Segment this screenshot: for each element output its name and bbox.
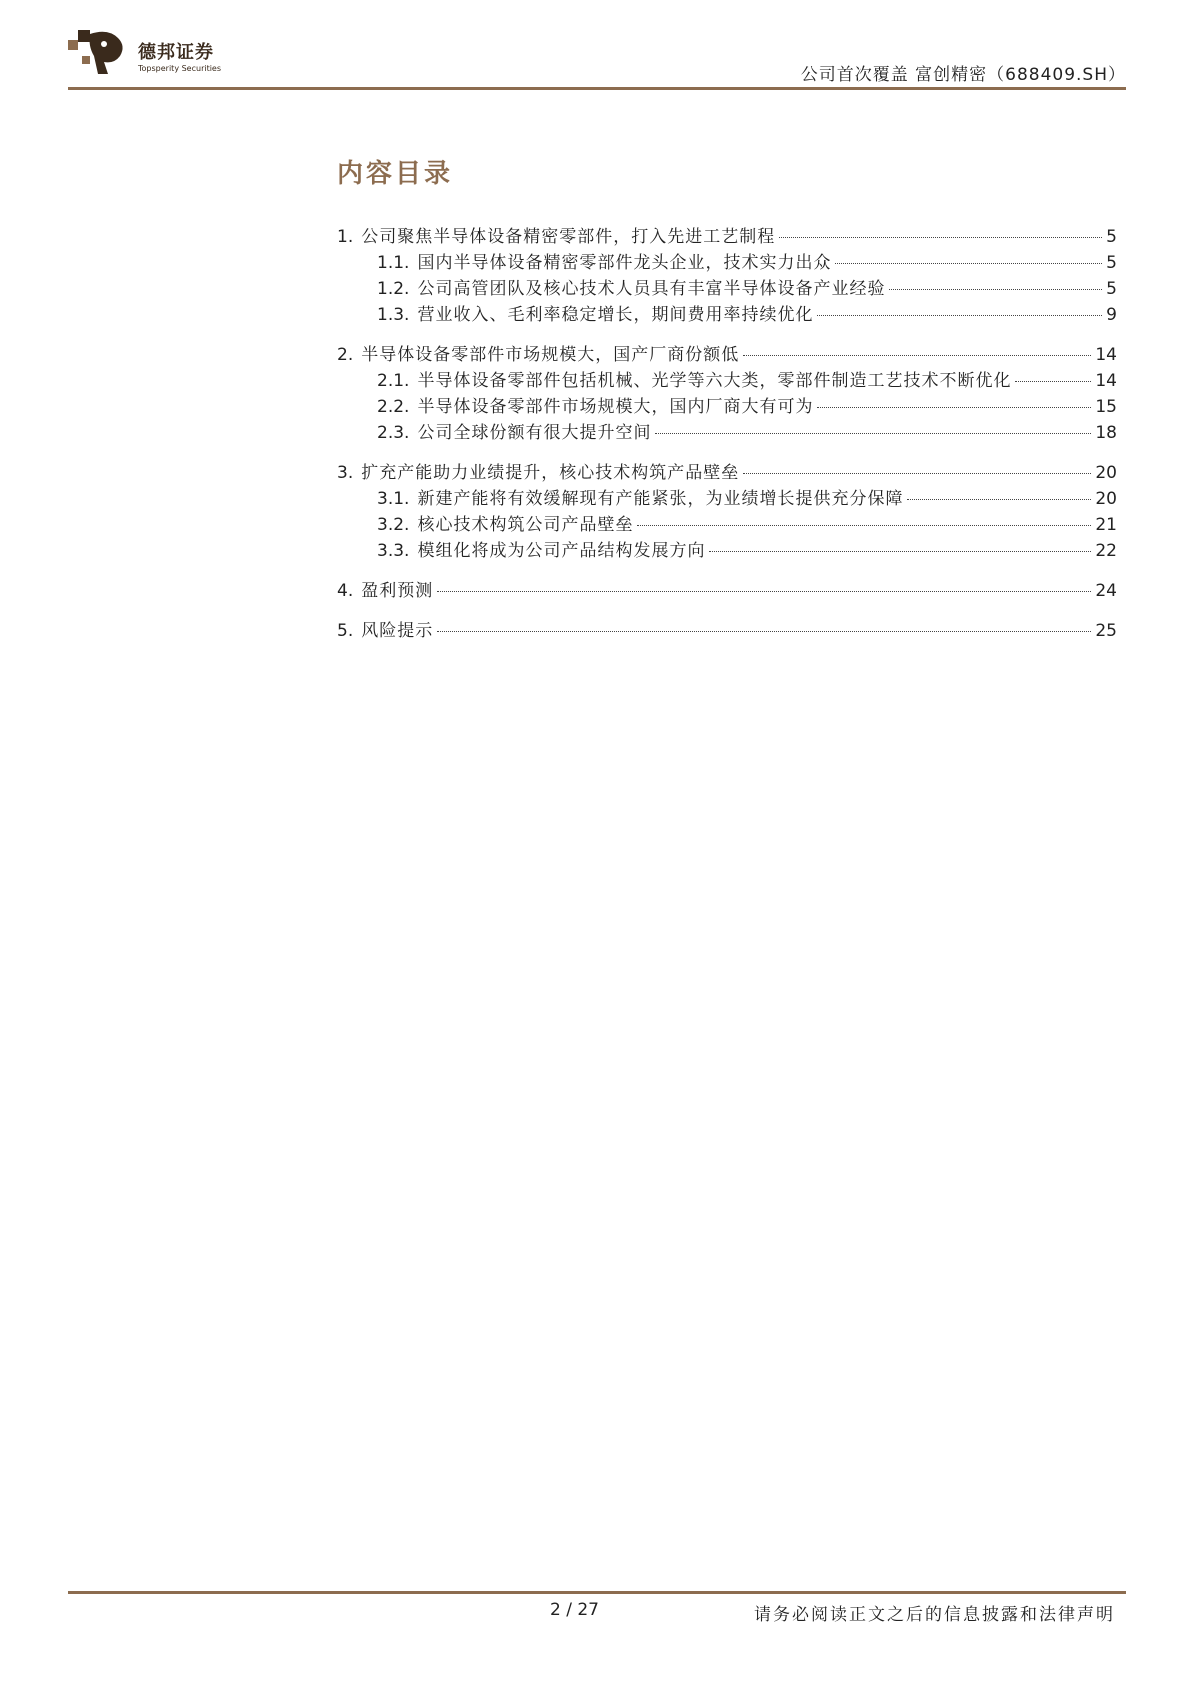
section-gap bbox=[337, 562, 1117, 576]
toc-entry-page: 5 bbox=[1106, 227, 1117, 247]
toc-entry-label: 公司高管团队及核心技术人员具有丰富半导体设备产业经验 bbox=[417, 279, 886, 299]
toc-leader-dots bbox=[817, 315, 1102, 316]
toc-entry-page: 21 bbox=[1095, 515, 1117, 535]
toc-entry-3-2[interactable] bbox=[337, 510, 1117, 536]
section-gap bbox=[337, 602, 1117, 616]
toc-entry-3[interactable] bbox=[337, 458, 1117, 484]
toc-entry-2-2[interactable] bbox=[337, 392, 1117, 418]
toc-entry-label: 盈利预测 bbox=[361, 581, 434, 601]
toc-entry-page: 14 bbox=[1095, 371, 1117, 391]
logo-chinese-name: 德邦证券 bbox=[138, 42, 214, 63]
toc-title: 内容目录 bbox=[337, 159, 454, 189]
toc-leader-dots bbox=[437, 631, 1091, 632]
toc-entry-number: 4. bbox=[337, 581, 354, 601]
toc-entry-page: 5 bbox=[1106, 253, 1117, 273]
toc-entry-label: 公司全球份额有很大提升空间 bbox=[417, 423, 652, 443]
toc-entry-number: 1. bbox=[337, 227, 354, 247]
footer-divider bbox=[68, 1591, 1126, 1594]
toc-leader-dots bbox=[743, 355, 1091, 356]
toc-entry-number: 3.3. bbox=[377, 541, 410, 561]
toc-entry-page: 24 bbox=[1095, 581, 1117, 601]
toc-entry-1-1[interactable] bbox=[337, 248, 1117, 274]
toc-entry-number: 3.2. bbox=[377, 515, 410, 535]
toc-leader-dots bbox=[835, 263, 1102, 264]
logo-english-name: Topsperity Securities bbox=[138, 64, 222, 73]
toc-entry-page: 22 bbox=[1095, 541, 1117, 561]
toc-entry-label: 营业收入、毛利率稳定增长，期间费用率持续优化 bbox=[417, 305, 814, 325]
toc-entry-1[interactable] bbox=[337, 222, 1117, 248]
toc-entry-number: 5. bbox=[337, 621, 354, 641]
toc-leader-dots bbox=[637, 525, 1091, 526]
toc-entry-3-3[interactable] bbox=[337, 536, 1117, 562]
report-title: 公司首次覆盖 富创精密（688409.SH） bbox=[800, 65, 1126, 85]
toc-leader-dots bbox=[655, 433, 1091, 434]
toc-entry-label: 风险提示 bbox=[361, 621, 434, 641]
toc-entry-number: 1.2. bbox=[377, 279, 410, 299]
toc-entry-page: 20 bbox=[1095, 463, 1117, 483]
table-of-contents bbox=[337, 222, 1117, 642]
toc-entry-3-1[interactable] bbox=[337, 484, 1117, 510]
toc-entry-number: 3.1. bbox=[377, 489, 410, 509]
toc-leader-dots bbox=[779, 237, 1102, 238]
toc-entry-label: 模组化将成为公司产品结构发展方向 bbox=[417, 541, 706, 561]
toc-entry-page: 15 bbox=[1095, 397, 1117, 417]
toc-entry-number: 2.3. bbox=[377, 423, 410, 443]
toc-entry-label: 半导体设备零部件市场规模大，国内厂商大有可为 bbox=[417, 397, 814, 417]
toc-entry-2[interactable] bbox=[337, 340, 1117, 366]
toc-entry-page: 9 bbox=[1106, 305, 1117, 325]
toc-entry-label: 扩充产能助力业绩提升，核心技术构筑产品壁垒 bbox=[361, 463, 740, 483]
toc-entry-label: 半导体设备零部件包括机械、光学等六大类，零部件制造工艺技术不断优化 bbox=[417, 371, 1012, 391]
toc-entry-page: 25 bbox=[1095, 621, 1117, 641]
toc-leader-dots bbox=[1015, 381, 1091, 382]
toc-leader-dots bbox=[889, 289, 1102, 290]
legal-disclaimer-note: 请务必阅读正文之后的信息披露和法律声明 bbox=[754, 1605, 1115, 1625]
toc-entry-number: 2. bbox=[337, 345, 354, 365]
toc-entry-label: 国内半导体设备精密零部件龙头企业，技术实力出众 bbox=[417, 253, 832, 273]
page-indicator: 2 / 27 bbox=[550, 1600, 599, 1620]
toc-entry-1-3[interactable] bbox=[337, 300, 1117, 326]
toc-leader-dots bbox=[437, 591, 1091, 592]
toc-leader-dots bbox=[743, 473, 1091, 474]
toc-entry-page: 5 bbox=[1106, 279, 1117, 299]
page-header bbox=[68, 20, 1126, 92]
toc-entry-page: 14 bbox=[1095, 345, 1117, 365]
toc-entry-2-1[interactable] bbox=[337, 366, 1117, 392]
toc-entry-label: 核心技术构筑公司产品壁垒 bbox=[417, 515, 634, 535]
logo-mark-icon bbox=[68, 26, 130, 82]
header-divider bbox=[68, 87, 1126, 90]
toc-leader-dots bbox=[817, 407, 1091, 408]
toc-entry-label: 半导体设备零部件市场规模大，国产厂商份额低 bbox=[361, 345, 740, 365]
toc-entry-label: 公司聚焦半导体设备精密零部件，打入先进工艺制程 bbox=[361, 227, 776, 247]
company-logo bbox=[68, 26, 268, 82]
toc-entry-page: 18 bbox=[1095, 423, 1117, 443]
toc-entry-label: 新建产能将有效缓解现有产能紧张，为业绩增长提供充分保障 bbox=[417, 489, 904, 509]
toc-entry-number: 2.1. bbox=[377, 371, 410, 391]
toc-entry-number: 2.2. bbox=[377, 397, 410, 417]
toc-entry-4[interactable] bbox=[337, 576, 1117, 602]
section-gap bbox=[337, 326, 1117, 340]
toc-leader-dots bbox=[709, 551, 1091, 552]
toc-leader-dots bbox=[907, 499, 1091, 500]
toc-entry-2-3[interactable] bbox=[337, 418, 1117, 444]
toc-entry-5[interactable] bbox=[337, 616, 1117, 642]
toc-entry-1-2[interactable] bbox=[337, 274, 1117, 300]
toc-entry-page: 20 bbox=[1095, 489, 1117, 509]
section-gap bbox=[337, 444, 1117, 458]
toc-entry-number: 1.1. bbox=[377, 253, 410, 273]
toc-entry-number: 1.3. bbox=[377, 305, 410, 325]
toc-entry-number: 3. bbox=[337, 463, 354, 483]
